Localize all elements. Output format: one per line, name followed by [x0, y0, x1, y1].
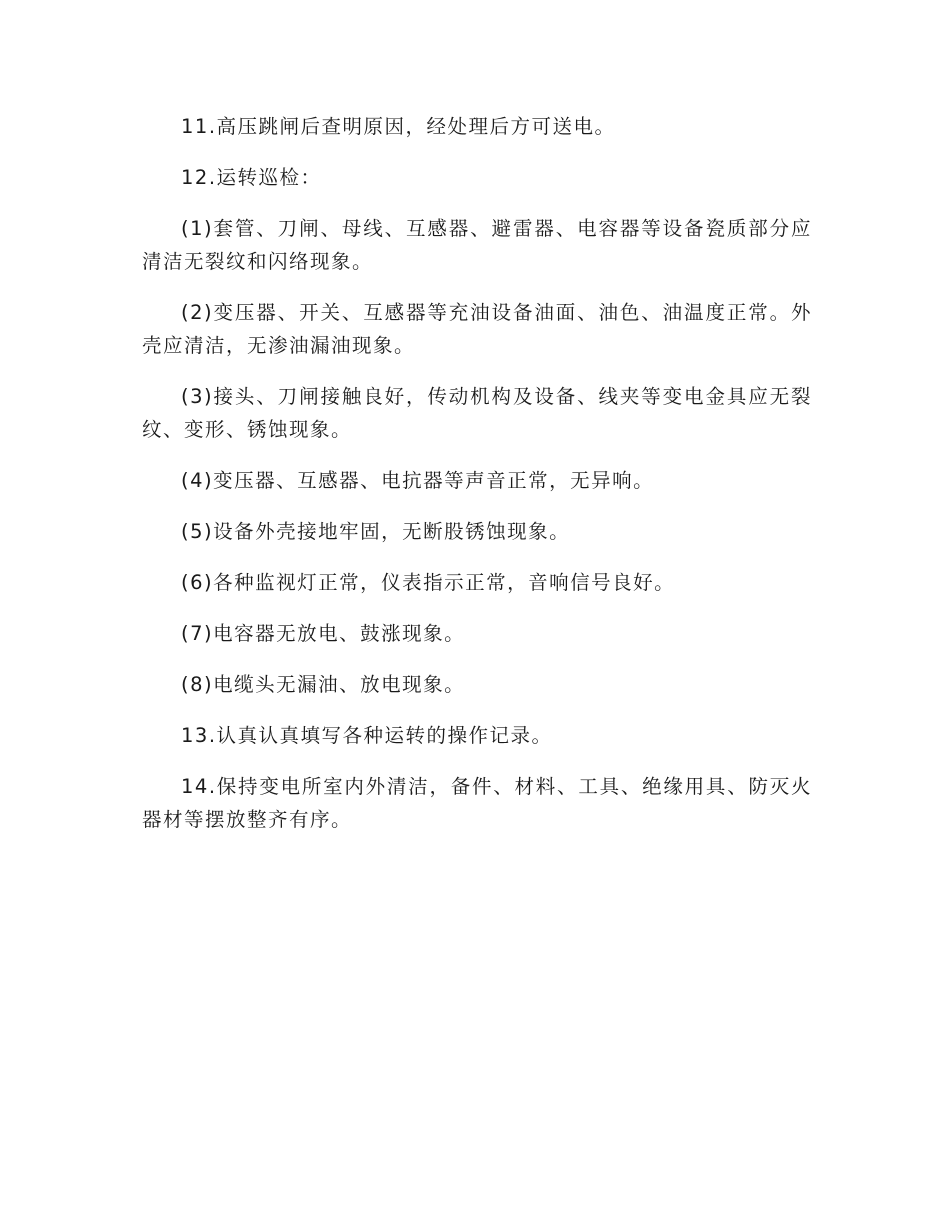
paragraph-item-13: 13.认真认真填写各种运转的操作记录。: [181, 724, 553, 747]
paragraph-subitem-8: (8)电缆头无漏油、放电现象。: [181, 673, 466, 696]
paragraph-subitem-6: (6)各种监视灯正常，仪表指示正常，音响信号良好。: [181, 571, 676, 594]
paragraph-subitem-5: (5)设备外壳接地牢固，无断股锈蚀现象。: [181, 520, 571, 543]
paragraph-item-11: 11.高压跳闸后查明原因，经处理后方可送电。: [181, 115, 616, 138]
paragraph-subitem-3: (3)接头、刀闸接触良好，传动机构及设备、线夹等变电金具应无裂纹、变形、锈蚀现象。: [142, 385, 812, 441]
paragraph-subitem-1: (1)套管、刀闸、母线、互感器、避雷器、电容器等设备瓷质部分应清洁无裂纹和闪络现象。: [142, 217, 812, 273]
paragraph-subitem-7: (7)电容器无放电、鼓涨现象。: [181, 622, 466, 645]
paragraph-subitem-4: (4)变压器、互感器、电抗器等声音正常，无异响。: [181, 469, 655, 492]
paragraph-item-12: 12.运转巡检：: [181, 166, 322, 189]
paragraph-subitem-2: (2)变压器、开关、互感器等充油设备油面、油色、油温度正常。外壳应清洁，无渗油漏油现象。: [142, 301, 812, 357]
document-body: [142, 110, 812, 854]
paragraph-item-14: 14.保持变电所室内外清洁，备件、材料、工具、绝缘用具、防灭火器材等摆放整齐有序。: [142, 775, 812, 831]
